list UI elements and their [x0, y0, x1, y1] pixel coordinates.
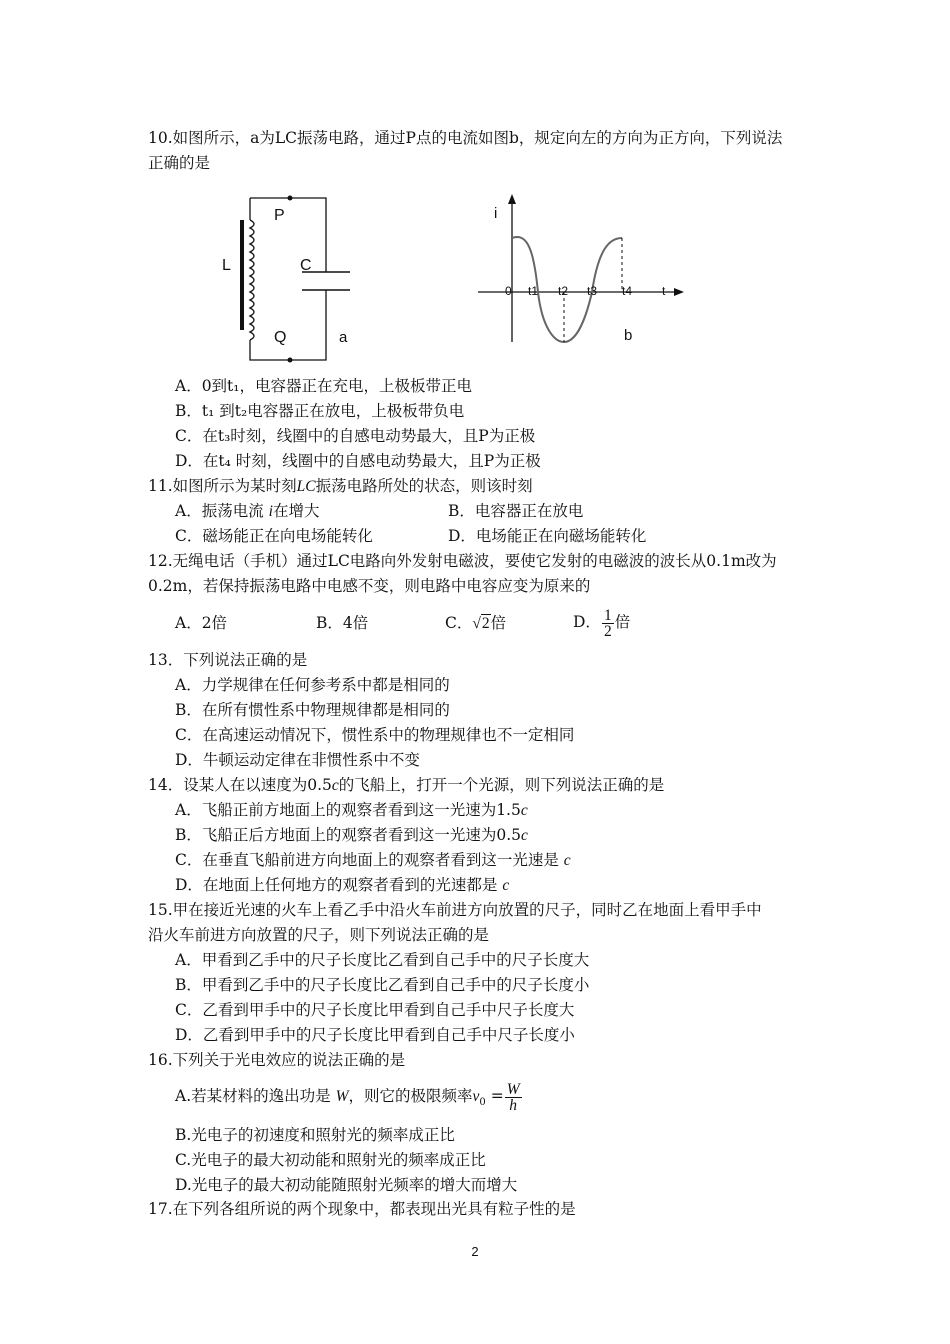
q14-stem-pre: 14．设某人在以速度为0.5 — [148, 776, 332, 794]
q13-option-c: C．在高速运动情况下，惯性系中的物理规律也不一定相同 — [175, 726, 575, 744]
label-t2: t2 — [558, 284, 569, 298]
q10-option-a: A．0到t₁，电容器正在充电，上极板带正电 — [175, 377, 472, 395]
q12-option-c-pre: C． — [445, 614, 473, 632]
q14-option-d-var: c — [502, 877, 510, 894]
q10-option-b: B．t₁ 到t₂电容器正在放电，上极板带负电 — [175, 402, 465, 420]
circuit-wire-bottom — [250, 290, 326, 360]
q10-stem-line1: 10.如图所示，a为LC振荡电路，通过P点的电流如图b，规定向左的方向为正方向，下列说法 — [148, 129, 783, 147]
q14-option-b-var: c — [521, 827, 528, 844]
q16-option-a-nu: v — [472, 1088, 480, 1105]
sqrt-radicand: 2 — [481, 615, 490, 632]
q10-option-c: C．在t₃时刻，线圈中的自感电动势最大，且P为正极 — [175, 427, 536, 445]
q12-option-c-post: 倍 — [490, 614, 507, 632]
q11-option-a-var: i — [268, 503, 273, 520]
q14-option-a-var: c — [520, 802, 528, 819]
q11-option-d: D．电场能正在向磁场能转化 — [448, 527, 647, 545]
q17-stem: 17.在下列各组所说的两个现象中，都表现出光具有粒子性的是 — [148, 1200, 576, 1218]
q11-option-c: C．磁场能正在向电场能转化 — [175, 527, 373, 545]
q14-option-a-pre: A．飞船正前方地面上的观察者看到这一光速为1.5 — [175, 801, 521, 819]
q11-option-b: B．电容器正在放电 — [448, 502, 584, 520]
label-b: b — [624, 327, 633, 344]
q16-option-c: C.光电子的最大初动能和照射光的频率成正比 — [175, 1151, 486, 1169]
q12-option-b: B．4倍 — [316, 614, 369, 632]
q14-stem-post: 的飞船上，打开一个光源，则下列说法正确的是 — [338, 776, 665, 794]
q16-option-a-mid: ，则它的极限频率 — [348, 1087, 473, 1105]
page-number: 2 — [471, 1244, 479, 1259]
q11-stem-pre: 11.如图所示为某时刻 — [148, 477, 297, 495]
q12-option-c — [445, 613, 506, 634]
q10-option-d: D．在t₄ 时刻，线圈中的自感电动势最大，且P为正极 — [175, 452, 541, 470]
q16-option-d: D.光电子的最大初动能随照射光频率的增大而增大 — [175, 1176, 518, 1194]
q15-option-c: C．乙看到甲手中的尺子长度比甲看到自己手中尺子长度大 — [175, 1001, 575, 1019]
label-t3: t3 — [587, 284, 598, 298]
fraction-w-over-h — [505, 1082, 522, 1113]
label-l: L — [222, 257, 231, 274]
q14-option-b-pre: B．飞船正后方地面上的观察者看到这一光速为0.5 — [175, 826, 522, 844]
q14-option-d — [175, 875, 509, 896]
q16-option-b: B.光电子的初速度和照射光的频率成正比 — [175, 1126, 455, 1144]
q16-stem: 16.下列关于光电效应的说法正确的是 — [148, 1051, 406, 1069]
point-q-dot — [288, 358, 293, 363]
label-t1: t1 — [528, 284, 539, 298]
q13-stem: 13．下列说法正确的是 — [148, 651, 308, 669]
q12-option-a: A．2倍 — [175, 614, 228, 632]
q13-option-a: A．力学规律在任何参考系中都是相同的 — [175, 676, 450, 694]
q14-option-b — [175, 825, 528, 846]
q11-stem-post: 振荡电路所处的状态，则该时刻 — [315, 477, 533, 495]
point-p-dot — [288, 196, 293, 201]
q11-stem-var: LC — [296, 478, 316, 495]
q12-option-d-post: 倍 — [614, 613, 631, 631]
fraction-denominator-h: h — [509, 1096, 518, 1114]
q11-stem — [148, 476, 533, 497]
figure-a-lc-circuit — [212, 190, 372, 370]
label-i: i — [494, 205, 498, 222]
q14-option-c-var: c — [563, 852, 571, 869]
fraction-denominator: 2 — [603, 622, 612, 640]
fraction-one-half — [602, 608, 614, 639]
q15-option-b: B．甲看到乙手中的尺子长度比乙看到自己手中的尺子长度小 — [175, 976, 590, 994]
q14-option-a — [175, 800, 528, 821]
q13-option-d: D．牛顿运动定律在非惯性系中不变 — [175, 751, 420, 769]
q14-option-d-pre: D．在地面上任何地方的观察者看到的光速都是 — [175, 876, 503, 894]
label-p: P — [274, 207, 285, 224]
q14-stem-var: c — [331, 777, 339, 794]
label-origin: 0 — [505, 284, 512, 298]
q12-option-d-pre: D． — [573, 613, 601, 631]
q15-stem-line1: 15.甲在接近光速的火车上看乙手中沿火车前进方向放置的尺子，同时乙在地面上看甲手中 — [148, 901, 762, 919]
figure-b-current-graph — [478, 192, 694, 352]
q15-option-d: D．乙看到甲手中的尺子长度比甲看到自己手中尺子长度小 — [175, 1026, 575, 1044]
q16-option-a-sub: 0 — [479, 1097, 486, 1109]
label-c: C — [300, 257, 312, 274]
q10-stem-line2: 正确的是 — [148, 154, 211, 172]
inductor-coil — [250, 220, 254, 340]
q14-option-c-pre: C．在垂直飞船前进方向地面上的观察者看到这一光速是 — [175, 851, 564, 869]
label-t4: t4 — [622, 284, 633, 298]
q13-option-b: B．在所有惯性系中物理规律都是相同的 — [175, 701, 450, 719]
q12-stem-line2: 0.2m，若保持振荡电路中电感不变，则电路中电容应变为原来的 — [148, 577, 591, 595]
t-axis-arrow — [674, 288, 684, 296]
sqrt-sign: √ — [472, 615, 481, 632]
fraction-numerator: 1 — [603, 606, 612, 624]
q11-option-a — [175, 501, 319, 522]
q12-stem-line1: 12.无绳电话（手机）通过LC电路向外发射电磁波，要使它发射的电磁波的波长从0.1m改为 — [148, 552, 777, 570]
q14-stem — [148, 775, 664, 796]
q15-option-a: A．甲看到乙手中的尺子长度比乙看到自己手中的尺子长度大 — [175, 951, 590, 969]
sqrt-2 — [472, 614, 490, 632]
q15-stem-line2: 沿火车前进方向放置的尺子，则下列说法正确的是 — [148, 926, 490, 944]
q12-option-d — [573, 600, 630, 645]
q16-option-a-eq: = — [485, 1087, 504, 1105]
circuit-wire-top — [250, 198, 326, 272]
fraction-numerator-w: W — [506, 1080, 520, 1098]
q11-option-a-post: 在增大 — [272, 502, 320, 520]
q11-option-a-pre: A．振荡电流 — [175, 502, 269, 520]
label-a: a — [339, 329, 348, 346]
q16-option-a-w: W — [335, 1088, 349, 1105]
q16-option-a — [175, 1077, 523, 1122]
label-t: t — [662, 284, 666, 298]
label-q: Q — [274, 329, 287, 346]
q16-option-a-pre: A.若某材料的逸出功是 — [175, 1087, 336, 1105]
q14-option-c — [175, 850, 571, 871]
i-axis-arrow — [508, 194, 516, 204]
